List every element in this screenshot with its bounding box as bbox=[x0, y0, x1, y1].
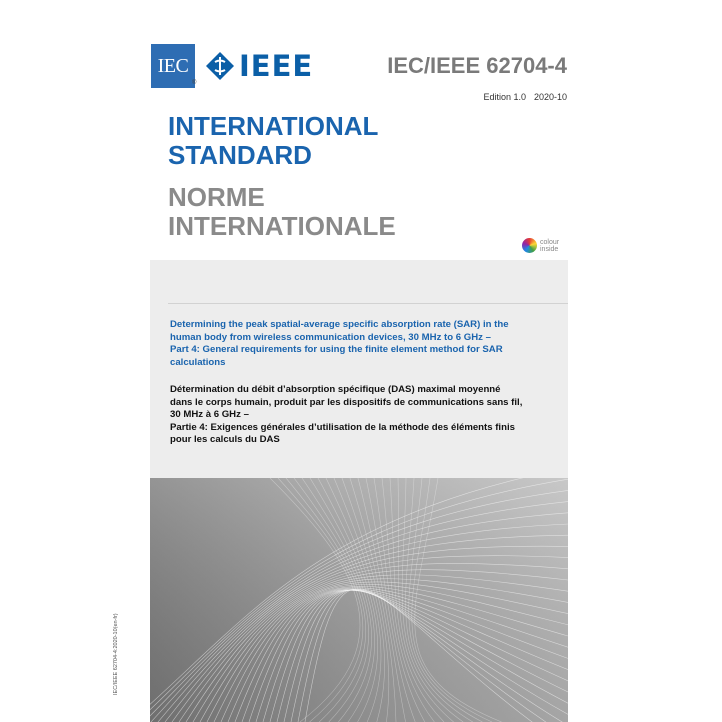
iec-logo-text: IEC bbox=[157, 54, 189, 77]
spine-text: IEC/IEEE 62704-4:2020-10(en-fr) bbox=[113, 613, 119, 695]
registered-mark: ® bbox=[192, 80, 197, 86]
title-en-line1: INTERNATIONAL bbox=[168, 111, 379, 141]
edition-info bbox=[475, 92, 567, 102]
desc-fr-line2: dans le corps humain, produit par les dispositifs de communications sans fil, bbox=[170, 396, 523, 408]
colour-inside-line2: inside bbox=[540, 245, 559, 253]
ieee-logo-text: IEEE bbox=[239, 49, 314, 83]
desc-fr-line3: 30 MHz à 6 GHz – bbox=[170, 409, 249, 420]
description-french bbox=[170, 384, 560, 447]
iec-logo bbox=[151, 44, 195, 88]
title-norme-internationale bbox=[168, 183, 396, 241]
title-en-line2: STANDARD bbox=[168, 140, 312, 170]
ieee-logo bbox=[205, 50, 313, 82]
panel-divider bbox=[168, 303, 568, 304]
colour-inside-text bbox=[540, 239, 559, 253]
description-english bbox=[170, 319, 550, 369]
desc-fr-line1: Détermination du débit d’absorption spécifique (DAS) maximal moyenné bbox=[170, 384, 501, 395]
desc-en-line2: human body from wireless communication devices, 30 MHz to 6 GHz – bbox=[170, 331, 491, 343]
title-fr-line1: NORME bbox=[168, 182, 265, 212]
desc-en-line1: Determining the peak spatial-average specific absorption rate (SAR) in the bbox=[170, 319, 509, 330]
desc-en-line4: calculations bbox=[170, 356, 226, 368]
edition-label: Edition 1.0 bbox=[483, 92, 526, 102]
wave-graphic bbox=[150, 478, 568, 722]
colour-wheel-icon bbox=[522, 238, 537, 253]
standard-number: IEC/IEEE 62704-4 bbox=[387, 53, 567, 78]
ieee-diamond-icon bbox=[205, 51, 235, 81]
edition-date: 2020-10 bbox=[533, 92, 567, 102]
desc-fr-line4: Partie 4: Exigences générales d’utilisation de la méthode des éléments finis bbox=[170, 421, 515, 433]
title-fr-line2: INTERNATIONALE bbox=[168, 211, 396, 241]
description-panel bbox=[150, 260, 568, 722]
colour-inside-badge bbox=[522, 238, 559, 253]
title-international-standard bbox=[168, 112, 378, 170]
desc-en-line3: Part 4: General requirements for using the finite element method for SAR bbox=[170, 344, 503, 355]
colour-inside-line1: colour bbox=[540, 238, 560, 246]
desc-fr-line5: pour les calculs du DAS bbox=[170, 434, 280, 445]
